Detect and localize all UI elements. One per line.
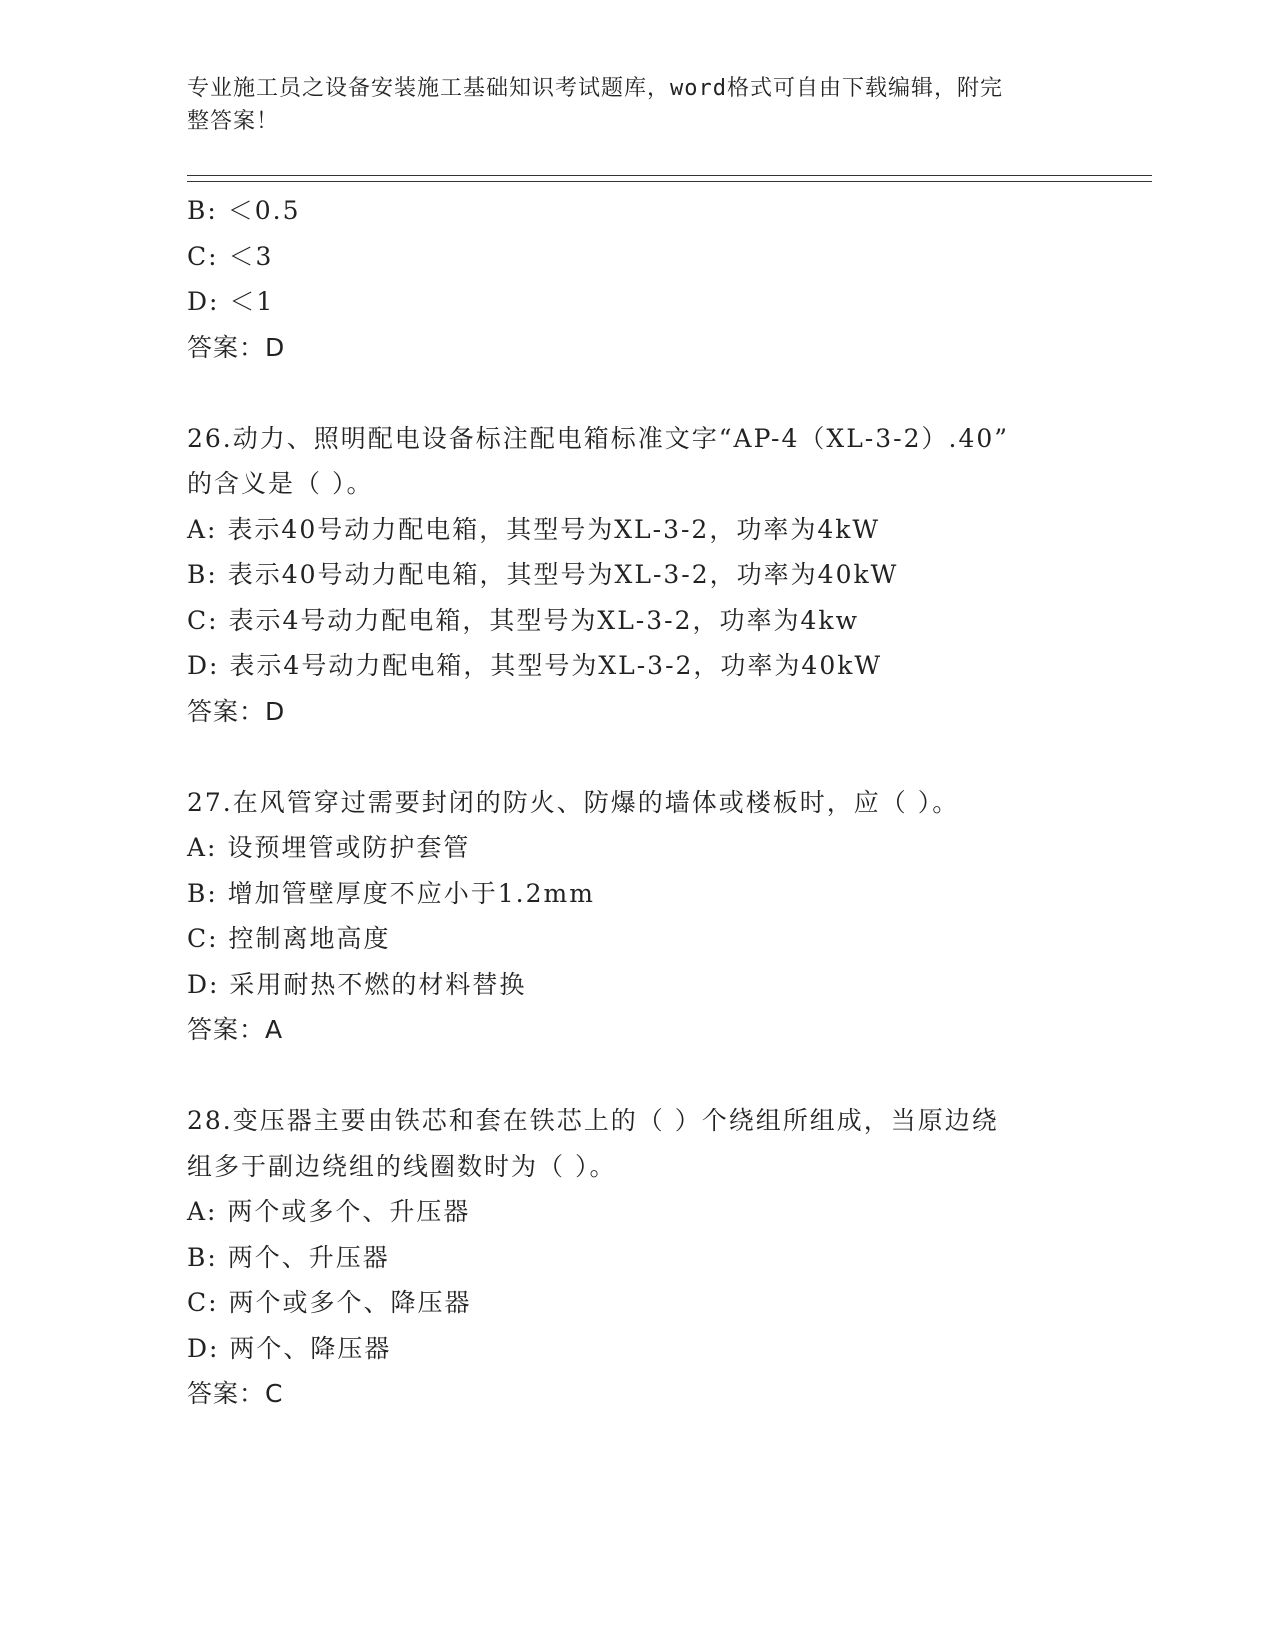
question-27 [187,780,1087,1053]
question-26 [187,416,1087,735]
option-b: B: 两个、升压器 [187,1242,390,1272]
answer-line: 答案：D [187,332,286,362]
option-a: A: 两个或多个、升压器 [187,1197,471,1226]
option-c: C: ＜3 [187,241,274,271]
header-rule-top [187,175,1152,176]
answer-line: 答案：C [187,1379,284,1408]
answer-line: 答案：A [187,1015,284,1044]
option-a: A: 表示40号动力配电箱，其型号为XL-3-2，功率为4kW [187,514,881,544]
option-d: D: ＜1 [187,287,275,316]
option-c: C: 表示4号动力配电箱，其型号为XL-3-2，功率为4kw [187,605,859,635]
header-title-line-1: 专业施工员之设备安装施工基础知识考试题库，word格式可自由下载编辑，附完 [187,76,1003,101]
option-d: D: 表示4号动力配电箱，其型号为XL-3-2，功率为40kW [187,651,883,680]
spacer [187,734,1087,780]
option-c: C: 两个或多个、降压器 [187,1288,472,1317]
option-c: C: 控制离地高度 [187,924,391,953]
header-title-line-2: 整答案！ [187,109,280,134]
question-stem-line-1: 28.变压器主要由铁芯和套在铁芯上的（ ）个绕组所组成，当原边绕 [187,1106,999,1135]
header-rule-bottom [187,181,1152,182]
question-25-tail [187,188,1087,370]
spacer [187,1053,1087,1099]
question-stem-line-2: 组多于副边绕组的线圈数时为（ ）。 [187,1151,617,1181]
answer-line: 答案：D [187,696,286,726]
question-stem-line-2: 的含义是（ ）。 [187,469,374,498]
option-d: D: 两个、降压器 [187,1333,392,1363]
question-28 [187,1098,1087,1417]
document-header [187,72,1067,138]
spacer [187,370,1087,416]
question-list [187,188,1087,1417]
option-b: B: 增加管壁厚度不应小于1.2mm [187,878,595,908]
question-stem-line-1: 26.动力、照明配电设备标注配电箱标准文字“AP-4（XL-3-2）.40” [187,423,1010,453]
option-a: A: 设预埋管或防护套管 [187,833,471,862]
question-stem-line-1: 27.在风管穿过需要封闭的防火、防爆的墙体或楼板时，应（ ）。 [187,787,960,817]
option-d: D: 采用耐热不燃的材料替换 [187,969,527,999]
option-b: B: ＜0.5 [187,196,301,225]
option-b: B: 表示40号动力配电箱，其型号为XL-3-2，功率为40kW [187,560,899,589]
